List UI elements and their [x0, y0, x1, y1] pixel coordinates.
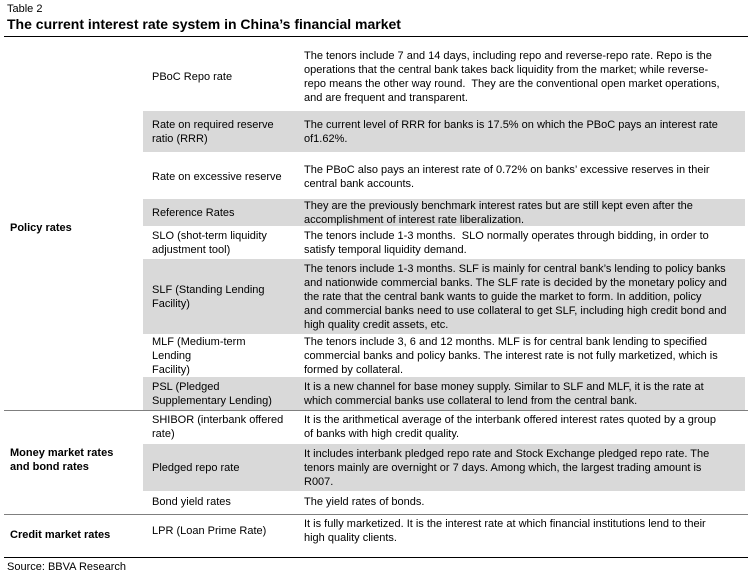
group-label-line: Money market rates [10, 447, 114, 459]
table-row [143, 226, 745, 259]
rate-name-line: adjustment tool) [152, 243, 231, 256]
rate-name-line: rate) [152, 428, 175, 440]
rate-description-line: It includes interbank pledged repo rate and Stock Exchange pledged repo rate. The [304, 447, 710, 460]
rate-description-line: formed by collateral. [304, 363, 404, 376]
rate-description-line: which commercial banks use collateral to lend from the central bank. [304, 394, 638, 407]
rate-description-line: and are frequent and transparent. [304, 91, 468, 104]
group-label-line: Credit market rates [10, 529, 111, 541]
group-divider [4, 410, 748, 411]
table-label: Table 2 [7, 3, 43, 15]
rate-name-line: SLF (Standing Lending [152, 283, 265, 296]
group-label [10, 221, 72, 235]
rate-name-cell [152, 154, 285, 199]
rate-description-line: The tenors include 7 and 14 days, including repo and reverse-repo rate. Repo is the [304, 49, 712, 62]
table-row [143, 491, 745, 512]
table-row [143, 444, 745, 491]
rate-name-cell [152, 444, 285, 491]
rate-name-line: LPR (Loan Prime Rate) [152, 525, 267, 537]
rate-name-line: PBoC Repo rate [152, 70, 233, 83]
rate-description-line: The tenors include 1-3 months. SLO normally operates through bidding, in order to [304, 229, 709, 242]
rate-description-line: of1.62%. [304, 132, 348, 145]
rate-name-cell [152, 410, 285, 444]
rate-description-line: The tenors include 3, 6 and 12 months. MLF is for central bank lending to specified [304, 335, 707, 348]
title-rule [4, 36, 748, 37]
source-note: Source: BBVA Research [7, 561, 127, 573]
rate-description-line: accomplishment of interest rate liberalization. [304, 213, 525, 226]
rate-description-line: central bank accounts. [304, 177, 415, 190]
table-row [143, 410, 745, 444]
rate-description-line: It is the arithmetical average of the interbank offered interest rates quoted by a group [304, 414, 716, 426]
rate-name-line: Rate on required reserve [152, 118, 274, 131]
rate-description-cell [304, 259, 741, 334]
rate-name-line: Supplementary Lending) [152, 394, 272, 407]
bottom-rule [4, 557, 748, 558]
table-row [143, 154, 745, 199]
rate-name-cell [152, 226, 285, 259]
group-label [10, 528, 110, 542]
group-label [10, 446, 113, 474]
rate-name-line: SLO (shot-term liquidity [152, 229, 267, 242]
rate-description-cell [304, 444, 741, 491]
rate-description-cell [304, 226, 741, 259]
rate-name-line: PSL (Pledged [152, 380, 220, 393]
rate-description-line: operations that the central bank takes back liquidity from the market; while reverse- [304, 63, 709, 76]
rate-name-cell [152, 259, 285, 334]
rate-description-line: repo means the other way round. They are the conventional open market operations, [304, 77, 720, 90]
group-label-line: and bond rates [10, 461, 89, 473]
group-label-line: Policy rates [10, 222, 72, 234]
rate-description-line: R007. [304, 475, 334, 488]
rate-description-cell [304, 199, 741, 226]
rate-name-line: Rate on excessive reserve [152, 170, 282, 183]
rate-description-cell [304, 515, 741, 547]
table-title: The current interest rate system in China’s financial market [7, 16, 401, 32]
rate-name-cell [152, 491, 285, 512]
rate-description-line: the rate that the central bank wants to guide the market to form. In addition, policy [304, 290, 702, 303]
rate-description-line: It is fully marketized. It is the interest rate at which financial institutions lend to their [304, 518, 706, 530]
rate-description-cell [304, 410, 741, 444]
rate-description-line: tenors mainly are overnight or 7 days. Among which, the largest trading amount is [304, 461, 702, 474]
rate-name-cell [152, 199, 285, 226]
rate-description-line: It is a new channel for base money supply. Similar to SLF and MLF, it is the rate at [304, 380, 704, 393]
rate-description-line: high quality clients. [304, 532, 397, 544]
rate-name-line: MLF (Medium-term Lending [152, 335, 246, 362]
rate-name-line: Bond yield rates [152, 495, 231, 508]
group-divider [4, 514, 748, 515]
rate-description-line: satisfy temporal liquidity demand. [304, 243, 467, 256]
rate-description-line: The yield rates of bonds. [304, 495, 425, 508]
rate-description-line: The current level of RRR for banks is 17.5% on which the PBoC pays an interest rate [304, 118, 718, 131]
table-row [143, 43, 745, 110]
rate-description-line: The PBoC also pays an interest rate of 0.72% on banks’ excessive reserves in their [304, 163, 710, 176]
table-row [143, 111, 745, 152]
rate-description-line: high quality credit assets, etc. [304, 318, 449, 331]
rate-description-cell [304, 111, 741, 152]
rate-description-cell [304, 43, 741, 110]
rate-description-line: They are the previously benchmark interest rates but are still kept even after the [304, 199, 693, 212]
rate-name-cell [152, 515, 285, 547]
rate-description-cell [304, 154, 741, 199]
table-row [143, 259, 745, 334]
rate-name-line: Facility) [152, 363, 190, 376]
rate-name-cell [152, 377, 285, 410]
rate-name-line: Reference Rates [152, 206, 235, 219]
rate-name-line: Pledged repo rate [152, 461, 240, 474]
table-row [143, 377, 745, 410]
rate-description-line: commercial banks and policy banks. The interest rate is not fully marketized, which is [304, 349, 718, 362]
rate-name-cell [152, 43, 285, 110]
rate-name-cell [152, 334, 285, 377]
table-row [143, 334, 745, 377]
rate-description-cell [304, 491, 741, 512]
rate-name-cell [152, 111, 285, 152]
rate-name-line: ratio (RRR) [152, 132, 208, 145]
rate-description-line: The tenors include 1-3 months. SLF is mainly for central bank’s lending to policy banks [304, 262, 726, 275]
rate-name-line: SHIBOR (interbank offered [152, 414, 284, 426]
rate-description-line: and commercial banks need to use collateral to get SLF, including high credit bond and [304, 304, 727, 317]
rate-description-cell [304, 334, 741, 377]
table-row [143, 199, 745, 226]
table-row [143, 515, 745, 547]
rate-description-cell [304, 377, 741, 410]
rate-description-line: of banks with high credit quality. [304, 428, 460, 440]
rate-description-line: and nationwide commercial banks. The SLF rate is decided by the monetary policy and [304, 276, 727, 289]
rate-name-line: Facility) [152, 297, 190, 310]
